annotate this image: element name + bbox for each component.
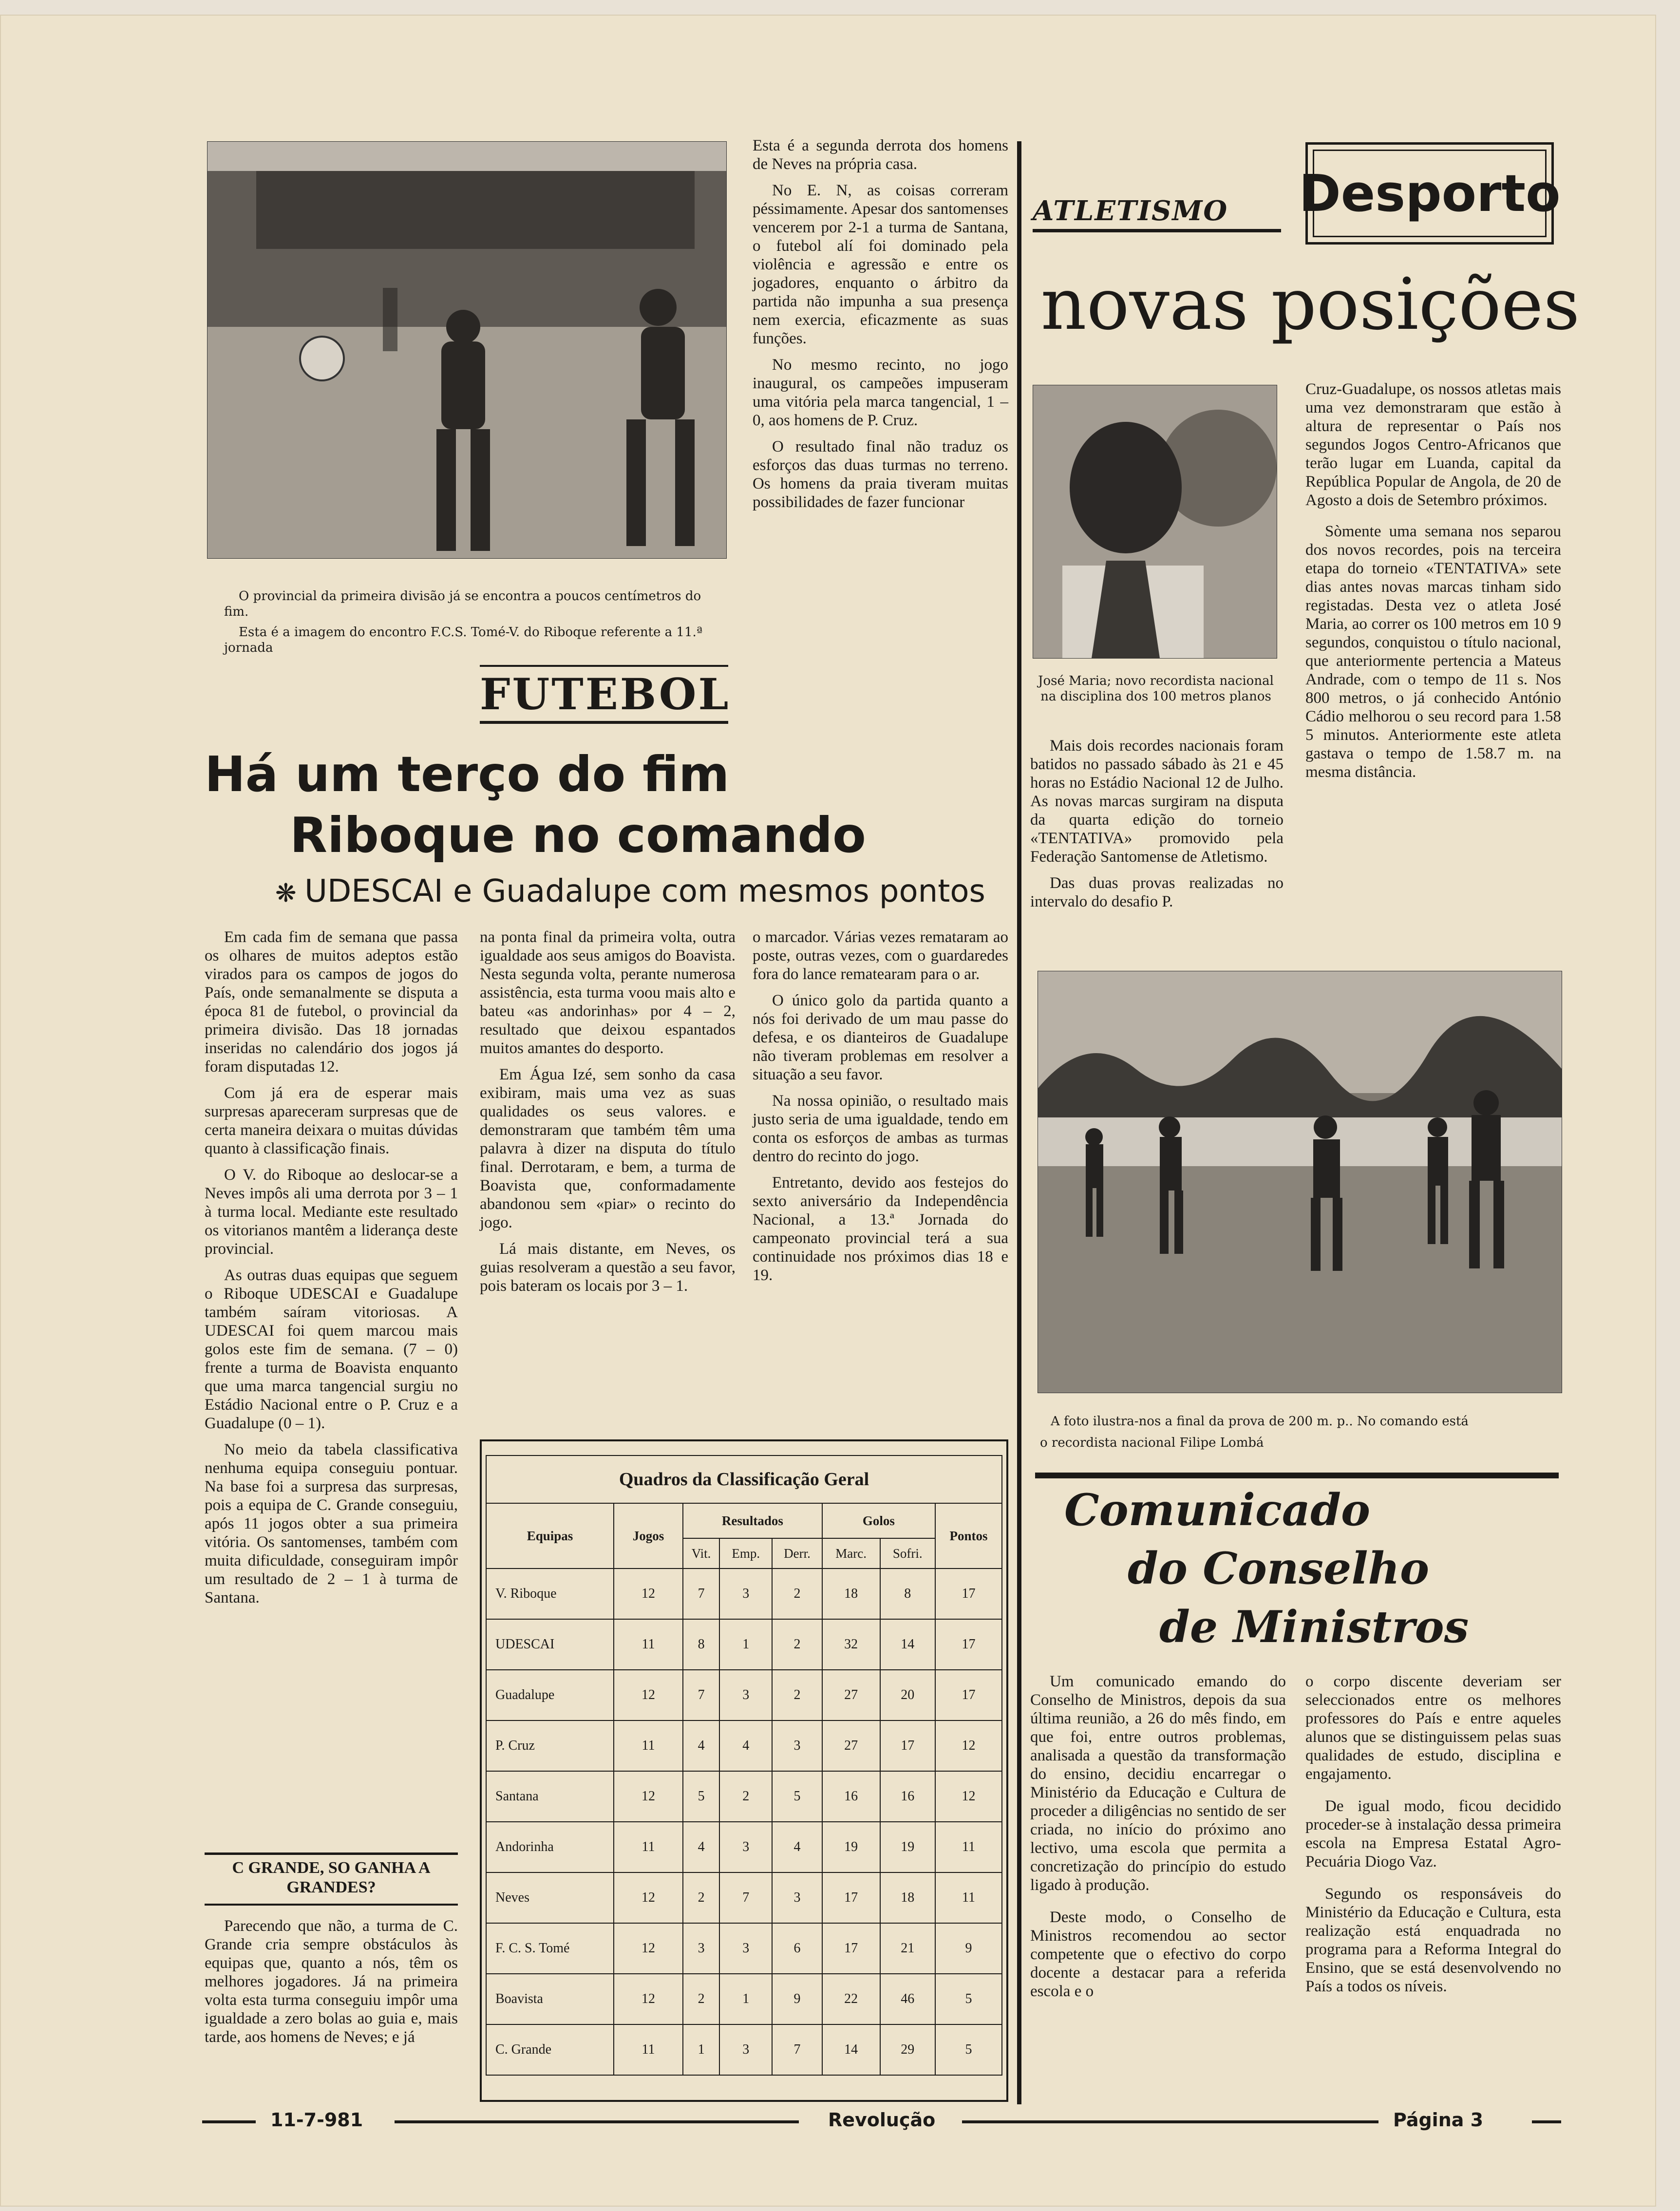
cell: 12: [935, 1771, 1002, 1822]
paragraph: Deste modo, o Conselho de Ministros recomendou ao sector competente que o efectivo do corpo docente a destacar para a referida escola e o: [1030, 1909, 1286, 2000]
futebol-col3: [753, 928, 1008, 1292]
cell: 4: [719, 1720, 772, 1771]
cell: 7: [719, 1872, 772, 1923]
paragraph: o marcador. Várias vezes remataram ao poste, outras vezes, com o guardaredes fora do lance rematearam para o ar.: [753, 928, 1008, 983]
paragraph: O único golo da partida quanto a nós foi derivado de um mau passe do defesa, e os dianteiros de Guadalupe não tiveram problemas em resolver a situação a seu favor.: [753, 992, 1008, 1083]
atletismo-label: ATLETISMO: [1033, 195, 1228, 227]
col-header-golos: Golos: [822, 1503, 935, 1538]
cell: 3: [719, 1923, 772, 1974]
paragraph: Com já era de esperar mais surpresas apareceram surpresas que de certa maneira deixara o muitas dúvidas quanto à classificação finais.: [205, 1084, 458, 1157]
col-header-emp: Emp.: [719, 1538, 772, 1568]
cell: 3: [719, 1568, 772, 1619]
cell: 2: [683, 1872, 719, 1923]
cell: 22: [822, 1974, 880, 2024]
futebol-bottom-rule: [480, 721, 728, 724]
cell: 14: [880, 1619, 935, 1670]
paragraph: Na nossa opinião, o resultado mais justo seria de uma igualdade, tendo em conta os esforços de ambas as turmas dentro do recinto do jogo.: [753, 1092, 1008, 1165]
paragraph: No E. N, as coisas correram péssimamente. Apesar dos santomenses vencerem por 2-1 a turma de Santana, o futebol alí foi dominado pela violência e agressão e entre os jogadores, enquanto o árbitro da partida não impunha a sua presença nem exercia, eficazmente as suas funções.: [753, 182, 1008, 347]
cell: 4: [683, 1822, 719, 1872]
team-cell: F. C. S. Tomé: [486, 1923, 614, 1974]
col-header-pontos: Pontos: [935, 1503, 1002, 1568]
cell: 4: [772, 1822, 822, 1872]
atletismo-headline: novas posições: [1040, 263, 1580, 346]
cell: 8: [880, 1568, 935, 1619]
cell: 9: [772, 1974, 822, 2024]
paragraph: Das duas provas realizadas no intervalo do desafio P.: [1030, 874, 1284, 910]
comunicado-title-3: de Ministros: [1159, 1601, 1469, 1653]
table-row: [486, 1872, 1002, 1923]
atletismo-colB: [1305, 380, 1561, 789]
desporto-banner-text: Desporto: [1299, 164, 1561, 223]
futebol-col2: [480, 928, 736, 1303]
cell: 27: [822, 1720, 880, 1771]
cell: 18: [880, 1872, 935, 1923]
paragraph: Segundo os responsáveis do Ministério da Educação e Cultura, esta realização está enquadrada no programa para a Reforma Integral do Ensino, que se está desenvolvendo no País a todos os níveis.: [1305, 1885, 1561, 1995]
cell: 6: [772, 1923, 822, 1974]
futebol-top-rule: [480, 665, 728, 667]
cell: 12: [614, 1974, 683, 2024]
cell: 12: [614, 1923, 683, 1974]
cell: 27: [822, 1670, 880, 1720]
cell: 8: [683, 1619, 719, 1670]
futebol-col1: [205, 928, 458, 1615]
footer-rule-mid-right: [962, 2120, 1378, 2123]
footer-date: 11-7-981: [270, 2109, 363, 2131]
cell: 5: [935, 1974, 1002, 2024]
cell: 7: [772, 2024, 822, 2075]
football-photo-caption-2: Esta é a imagem do encontro F.C.S. Tomé-V. do Riboque referente a 11.ª jornada: [224, 625, 703, 655]
cell: 12: [935, 1720, 1002, 1771]
atletismo-colA: [1030, 737, 1284, 919]
futebol-subhead: [275, 872, 1013, 913]
paragraph: No meio da tabela classificativa nenhuma equipa conseguiu pontuar. Na base foi a surpresa das surpresas, pois a equipa de C. Grande conseguiu, após 11 jogos obter a sua primeira vitória. Os santomenses, também com muita dificuldade, conseguiram impôr um resultado de 2 – 1 à turma de Santana.: [205, 1441, 458, 1606]
cell: 19: [822, 1822, 880, 1872]
portrait-caption: José Maria; novo recordista nacional na disciplina dos 100 metros planos: [1038, 674, 1274, 704]
cell: 20: [880, 1670, 935, 1720]
paragraph: As outras duas equipas que seguem o Riboque UDESCAI e Guadalupe também saíram vitoriosas. A UDESCAI foi quem marcou mais golos este fim de semana. (7 – 0) frente a turma de Boavista enquanto que uma marca tangencial surgiu no Estádio Nacional entre o P. Cruz e a Guadalupe (0 – 1).: [205, 1266, 458, 1432]
cell: 12: [614, 1872, 683, 1923]
paragraph: Em Água Izé, sem sonho da casa exibiram, mais uma vez as suas qualidades os seus valores. e demonstraram que também têm uma palavra à dizer na disputa do título final. Derrotaram, e bem, a turma de Boavista que, conformadamente abandonou sem «piar» o recinto do jogo.: [480, 1066, 736, 1231]
paragraph: Lá mais distante, em Neves, os guias resolveram a questão a seu favor, pois bateram os locais por 3 – 1.: [480, 1240, 736, 1295]
cell: 7: [683, 1670, 719, 1720]
cell: 17: [822, 1872, 880, 1923]
cell: 21: [880, 1923, 935, 1974]
cell: 2: [772, 1568, 822, 1619]
cell: 32: [822, 1619, 880, 1670]
cell: 17: [935, 1619, 1002, 1670]
comunicado-colB: [1305, 1672, 1561, 2003]
team-cell: C. Grande: [486, 2024, 614, 2075]
table-row: [486, 1974, 1002, 2024]
race-caption: [1040, 1414, 1566, 1451]
paragraph: Entretanto, devido aos festejos do sexto aniversário da Independência Nacional, a 13.ª Jornada do campeonato provincial terá a sua continuidade nos próximos dias 18 e 19.: [753, 1174, 1008, 1284]
classification-table: [486, 1455, 1002, 2076]
futebol-subhead-2: C GRANDE, SO GANHA A GRANDES?: [232, 1859, 431, 1896]
cell: 3: [719, 1822, 772, 1872]
cell: 3: [772, 1872, 822, 1923]
footer-rule-mid-left: [395, 2120, 799, 2123]
cell: 3: [719, 1670, 772, 1720]
cell: 12: [614, 1670, 683, 1720]
paragraph: Mais dois recordes nacionais foram batidos no passado sábado às 21 e 45 horas no Estádio Nacional 12 de Julho. As novas marcas surgiram na disputa da quarta edição do torneio «TENTATIVA» promovido pela Federação Santomense de Atletismo.: [1030, 737, 1284, 866]
cell: 2: [772, 1619, 822, 1670]
football-match-photo: [207, 141, 727, 559]
footer-paper-name: Revolução: [828, 2109, 936, 2131]
race-photo: [1038, 971, 1562, 1393]
cell: 19: [880, 1822, 935, 1872]
comunicado-title-2: do Conselho: [1128, 1543, 1429, 1594]
col-header-sofri: Sofri.: [880, 1538, 935, 1568]
race-image: [1038, 971, 1562, 1393]
classification-table-frame: [480, 1439, 1008, 2102]
table-row: [486, 1822, 1002, 1872]
futebol-subhead-text: UDESCAI e Guadalupe com mesmos pontos: [304, 873, 985, 909]
futebol-headline-2: Riboque no comando: [290, 807, 866, 864]
col-header-equipas: Equipas: [486, 1503, 614, 1568]
cell: 2: [683, 1974, 719, 2024]
cell: 7: [683, 1568, 719, 1619]
cell: 1: [719, 1974, 772, 2024]
cell: 46: [880, 1974, 935, 2024]
cell: 3: [683, 1923, 719, 1974]
footer-page-number: Página 3: [1393, 2109, 1484, 2131]
col-header-resultados: Resultados: [683, 1503, 822, 1538]
cell: 29: [880, 2024, 935, 2075]
cell: 1: [683, 2024, 719, 2075]
comunicado-colA: [1030, 1672, 1286, 2008]
cell: 11: [614, 1720, 683, 1771]
col-header-jogos: Jogos: [614, 1503, 683, 1568]
cell: 16: [822, 1771, 880, 1822]
team-cell: Boavista: [486, 1974, 614, 2024]
paragraph: Parecendo que não, a turma de C. Grande cria sempre obstáculos às equipas que, quanto a nós, têm os melhores jogadores. Já na primeira volta esta turma conseguiu impôr uma igualdade a zero bolas ao guia e, mais tarde, aos homens de Neves; e já: [205, 1917, 458, 2046]
team-cell: Guadalupe: [486, 1670, 614, 1720]
subhead2-bottom-rule: [205, 1904, 458, 1906]
cell: 5: [935, 2024, 1002, 2075]
cell: 11: [614, 1822, 683, 1872]
col-header-derr: Derr.: [772, 1538, 822, 1568]
cell: 11: [614, 2024, 683, 2075]
desporto-banner: [1299, 142, 1561, 245]
futebol-headline-1: Há um terço do fim: [205, 746, 730, 803]
paragraph: Em cada fim de semana que passa os olhares de muitos adeptos estão virados para os campos de jogos do País, onde semanalmente se disputa a época 81 de futebol, o provincial da primeira divisão. Das 18 jornadas inseridas no calendário dos jogos já foram disputadas 12.: [205, 928, 458, 1076]
cell: 2: [719, 1771, 772, 1822]
cell: 11: [935, 1872, 1002, 1923]
race-caption-line-1: A foto ilustra-nos a final da prova de 200 m. p.. No comando está: [1051, 1414, 1469, 1429]
cell: 5: [683, 1771, 719, 1822]
table-row: [486, 2024, 1002, 2075]
cell: 11: [614, 1619, 683, 1670]
table-row: [486, 1720, 1002, 1771]
table-row: [486, 1923, 1002, 1974]
comunicado-top-rule: [1035, 1473, 1559, 1478]
cell: 3: [772, 1720, 822, 1771]
cell: 5: [772, 1771, 822, 1822]
paragraph: O resultado final não traduz os esforços das duas turmas no terreno. Os homens da praia tiveram muitas possibilidades de fazer funcionar: [753, 438, 1008, 511]
paragraph: Sòmente uma semana nos separou dos novos recordes, pois na terceira etapa do torneio «TENTATIVA» sete dias antes novas marcas tinham sido registadas. Desta vez o atleta José Maria, ao correr os 100 metros em 10 9 segundos, conquistou o título nacional, que anteriormente pertencia a Mateus Andrade, com o tempo de 11 s. Nos 800 metros, o já conhecido António Cádio melhorou o seu record para 1.58 5 minutos. Anteriormente este atleta gastava o tempo de 1.58.7 m. na mesma distância.: [1305, 523, 1561, 781]
cell: 17: [822, 1923, 880, 1974]
paragraph: No mesmo recinto, no jogo inaugural, os campeões impuseram uma vitória pela marca tangencial, 1 – 0, aos homens de P. Cruz.: [753, 356, 1008, 429]
comunicado-title-1: Comunicado: [1064, 1484, 1371, 1536]
table-row: [486, 1568, 1002, 1619]
cell: 17: [935, 1568, 1002, 1619]
paragraph: Um comunicado emando do Conselho de Ministros, depois da sua última reunião, a 26 do mês findo, em que foi, entre outros problemas, analisada a questão da transformação do ensino, decidiu encarregar o Ministério da Educação e Cultura de proceder a diligências no sentido de ser criada, no início do próximo ano lectivo, uma escola que permita a concretização do princípio do estudo ligado à produção.: [1030, 1673, 1286, 1894]
futebol-section-label: FUTEBOL: [480, 669, 731, 719]
newspaper-page: [0, 15, 1656, 2207]
team-cell: Neves: [486, 1872, 614, 1923]
cell: 17: [935, 1670, 1002, 1720]
cell: 16: [880, 1771, 935, 1822]
paragraph: o corpo discente deveriam ser seleccionados entre os melhores professores do País e entre aqueles alunos que se distinguissem pelas suas qualidades de estudo, disciplina e engajamento.: [1305, 1673, 1561, 1783]
column-divider-rule: [1017, 141, 1021, 2104]
paragraph: O V. do Riboque ao deslocar-se a Neves impôs ali uma derrota por 3 – 1 à turma local. Mediante este resultado os vitorianos mantêm a liderança deste provincial.: [205, 1166, 458, 1258]
cell: 2: [772, 1670, 822, 1720]
team-cell: UDESCAI: [486, 1619, 614, 1670]
table-row: [486, 1619, 1002, 1670]
cell: 3: [719, 2024, 772, 2075]
football-photo-caption: O provincial da primeira divisão já se encontra a poucos centímetros do fim.: [224, 589, 701, 619]
table-row: [486, 1771, 1002, 1822]
cell: 1: [719, 1619, 772, 1670]
subhead2-top-rule: [205, 1852, 458, 1855]
paragraph: Cruz-Guadalupe, os nossos atletas mais uma vez demonstraram que estão à altura de representar o País nos segundos Jogos Centro-Africanos que terão lugar em Luanda, capital da República Popular de Angola, de 20 de Agosto a dois de Setembro próximos.: [1305, 380, 1561, 509]
paragraph: De igual modo, ficou decidido proceder-se à instalação dessa primeira escola na Empresa Estatal Agro-Pecuária Diogo Vaz.: [1305, 1797, 1561, 1871]
asterisk-icon: ❋: [275, 879, 305, 908]
atletismo-rule: [1033, 229, 1281, 232]
footer-rule-right: [1532, 2120, 1561, 2123]
portrait-image: [1033, 385, 1277, 658]
table-title: Quadros da Classificação Geral: [486, 1455, 1002, 1503]
cell: 11: [935, 1822, 1002, 1872]
cell: 9: [935, 1923, 1002, 1974]
footer-rule-left: [202, 2120, 256, 2123]
team-cell: Andorinha: [486, 1822, 614, 1872]
cell: 14: [822, 2024, 880, 2075]
col2-top-text: [753, 136, 1008, 519]
cell: 4: [683, 1720, 719, 1771]
portrait-photo: [1033, 385, 1277, 659]
team-cell: P. Cruz: [486, 1720, 614, 1771]
cell: 18: [822, 1568, 880, 1619]
paragraph: na ponta final da primeira volta, outra igualdade aos seus amigos do Boavista. Nesta segunda volta, perante numerosa assistência, esta turma voou mais alto e bateu «as andorinhas» por 4 – 2, resultado que deixou espantados muitos amantes do desporto.: [480, 928, 736, 1057]
col-header-vit: Vit.: [683, 1538, 719, 1568]
team-cell: Santana: [486, 1771, 614, 1822]
cell: 12: [614, 1771, 683, 1822]
football-photo-image: [208, 142, 726, 558]
cell: 17: [880, 1720, 935, 1771]
race-caption-line-2: o recordista nacional Filipe Lombá: [1040, 1436, 1264, 1450]
futebol-col1b: [205, 1917, 458, 2054]
cell: 12: [614, 1568, 683, 1619]
team-cell: V. Riboque: [486, 1568, 614, 1619]
col-header-marc: Marc.: [822, 1538, 880, 1568]
table-row: [486, 1670, 1002, 1720]
paragraph: Esta é a segunda derrota dos homens de Neves na própria casa.: [753, 137, 1008, 173]
